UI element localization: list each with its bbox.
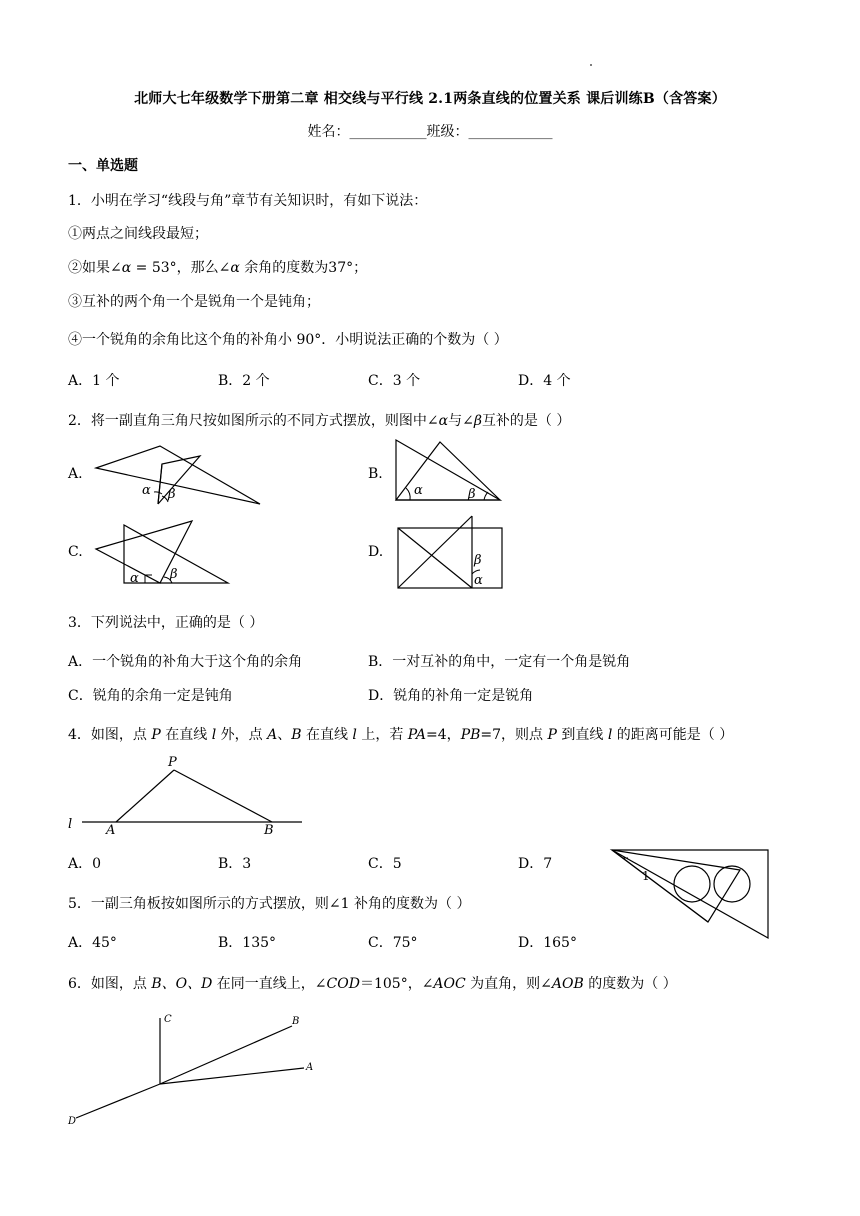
- q6-t5: 的度数为（ ）: [583, 976, 677, 992]
- q2-label-d[interactable]: D.: [368, 544, 384, 560]
- q4-t8: =7，则点: [480, 727, 548, 743]
- name-blank[interactable]: ___________: [349, 124, 427, 140]
- q5-figure: [608, 846, 772, 942]
- class-blank[interactable]: ____________: [468, 124, 553, 140]
- q6-t4: 为直角，则∠: [465, 976, 552, 992]
- section-title: 一、单选题: [68, 158, 138, 174]
- q2-stem: [68, 410, 570, 430]
- scan-dot: [590, 64, 592, 66]
- q4-t5: 在直线: [301, 727, 353, 743]
- q5-option-c[interactable]: C．75°: [368, 935, 418, 951]
- q3-option-d[interactable]: D．锐角的补角一定是锐角: [368, 688, 534, 704]
- q5-stem: 5．一副三角板按如图所示的方式摆放，则∠1 补角的度数为（ ）: [68, 896, 471, 912]
- q4-point-a: A: [106, 823, 116, 838]
- q6-t3: ＝105°，∠: [359, 976, 434, 992]
- q4-var-a: A: [267, 727, 278, 743]
- q1-s2-text-c: 余角的度数为37°；: [239, 260, 368, 276]
- q4-figure: [66, 752, 306, 838]
- q4-option-b[interactable]: B．3: [218, 856, 252, 872]
- q3-stem: 3．下列说法中，正确的是（ ）: [68, 615, 264, 631]
- q4-t1: 4．如图，点: [68, 727, 152, 743]
- q6-stem: [68, 973, 677, 993]
- q2-b-beta: β: [468, 487, 476, 502]
- q1-option-b[interactable]: B．2 个: [218, 373, 270, 389]
- q6-point-b: B: [292, 1016, 300, 1027]
- q4-point-p: P: [168, 755, 177, 770]
- q2-figure-d: [392, 512, 507, 590]
- q2-c-beta: β: [170, 567, 178, 582]
- q1-statement-4: ④一个锐角的余角比这个角的补角小 90°．小明说法正确的个数为（ ）: [68, 332, 508, 348]
- q4-t6: 上，若: [356, 727, 408, 743]
- q3-option-a[interactable]: A．一个锐角的补角大于这个角的余角: [68, 654, 303, 670]
- name-class-row: [0, 121, 860, 141]
- q4-var-p2: P: [547, 727, 557, 743]
- q4-line-l: l: [68, 817, 73, 832]
- q4-var-l3: l: [607, 727, 613, 743]
- q6-point-d: D: [68, 1116, 77, 1127]
- q1-s2-alpha-2: α: [230, 260, 240, 276]
- q2-d-beta: β: [474, 553, 482, 568]
- q1-statement-2: [68, 257, 367, 277]
- q3-option-b[interactable]: B．一对互补的角中，一定有一个角是锐角: [368, 654, 631, 670]
- class-label: 班级：: [426, 124, 469, 140]
- q1-s2-text-a: ②如果∠: [68, 260, 122, 276]
- q1-option-a[interactable]: A．1 个: [68, 373, 120, 389]
- q5-option-d[interactable]: D．165°: [518, 935, 577, 951]
- q6-angle-aob: AOB: [551, 976, 584, 992]
- q2-alpha: α: [438, 413, 449, 429]
- q2-a-beta: β: [168, 487, 176, 502]
- q2-b-alpha: α: [414, 483, 423, 498]
- q2-label-a[interactable]: A.: [68, 466, 83, 482]
- q6-figure: [66, 1010, 326, 1130]
- q4-option-d[interactable]: D．7: [518, 856, 553, 872]
- q6-angle-aoc: AOC: [433, 976, 466, 992]
- q1-statement-3: ③互补的两个角一个是锐角一个是钝角；: [68, 294, 320, 310]
- q4-t4: 、: [277, 727, 292, 743]
- q6-points: B、O、D: [151, 976, 213, 992]
- q2-figure-a: [90, 440, 265, 510]
- q1-s2-alpha: α: [121, 260, 132, 276]
- q6-point-c: C: [164, 1014, 172, 1025]
- q4-option-a[interactable]: A．0: [68, 856, 102, 872]
- q2-c-alpha: α: [130, 571, 139, 586]
- q3-option-c[interactable]: C．锐角的余角一定是钝角: [68, 688, 233, 704]
- q6-point-a: A: [306, 1062, 314, 1073]
- q4-t10: 的距离可能是（ ）: [612, 727, 734, 743]
- q5-option-a[interactable]: A．45°: [68, 935, 117, 951]
- q2-figure-b: [390, 436, 505, 502]
- q4-var-pb: PB: [460, 727, 481, 743]
- q2-stem-b: 与∠: [448, 413, 474, 429]
- q1-statement-1: ①两点之间线段最短；: [68, 226, 208, 242]
- q5-option-b[interactable]: B．135°: [218, 935, 277, 951]
- q2-d-alpha: α: [474, 573, 483, 588]
- q2-a-alpha: α: [142, 483, 151, 498]
- q2-beta: β: [473, 413, 482, 429]
- q4-t2: 在直线: [160, 727, 212, 743]
- q2-stem-a: 2．将一副直角三角尺按如图所示的不同方式摆放，则图中∠: [68, 413, 439, 429]
- q2-stem-c: 互补的是（ ）: [481, 413, 571, 429]
- name-label: 姓名：: [307, 124, 350, 140]
- q6-t1: 6．如图，点: [68, 976, 152, 992]
- q1-option-d[interactable]: D．4 个: [518, 373, 571, 389]
- q6-angle-cod: COD: [326, 976, 360, 992]
- page-title: 北师大七年级数学下册第二章 相交线与平行线 2.1两条直线的位置关系 课后训练B（含答案）: [134, 91, 726, 107]
- q4-var-l: l: [211, 727, 217, 743]
- q2-label-c[interactable]: C.: [68, 544, 83, 560]
- q2-label-b[interactable]: B.: [368, 466, 383, 482]
- q4-t9: 到直线: [556, 727, 608, 743]
- q1-option-c[interactable]: C．3 个: [368, 373, 421, 389]
- q4-var-p: P: [151, 727, 161, 743]
- q4-stem: [68, 724, 733, 744]
- q4-var-l2: l: [352, 727, 357, 743]
- q2-figure-c: [90, 515, 235, 587]
- q5-angle-label: 1: [642, 869, 650, 883]
- q1-stem: 1．小明在学习“线段与角”章节有关知识时，有如下说法：: [68, 193, 428, 209]
- q4-t7: =4，: [426, 727, 461, 743]
- q4-var-pa: PA: [407, 727, 427, 743]
- q6-t2: 在同一直线上，∠: [212, 976, 327, 992]
- q4-t3: 外，点: [216, 727, 268, 743]
- q1-s2-text-b: = 53°，那么∠: [131, 260, 231, 276]
- q4-point-b: B: [264, 823, 274, 838]
- q4-var-b: B: [291, 727, 302, 743]
- q4-option-c[interactable]: C．5: [368, 856, 402, 872]
